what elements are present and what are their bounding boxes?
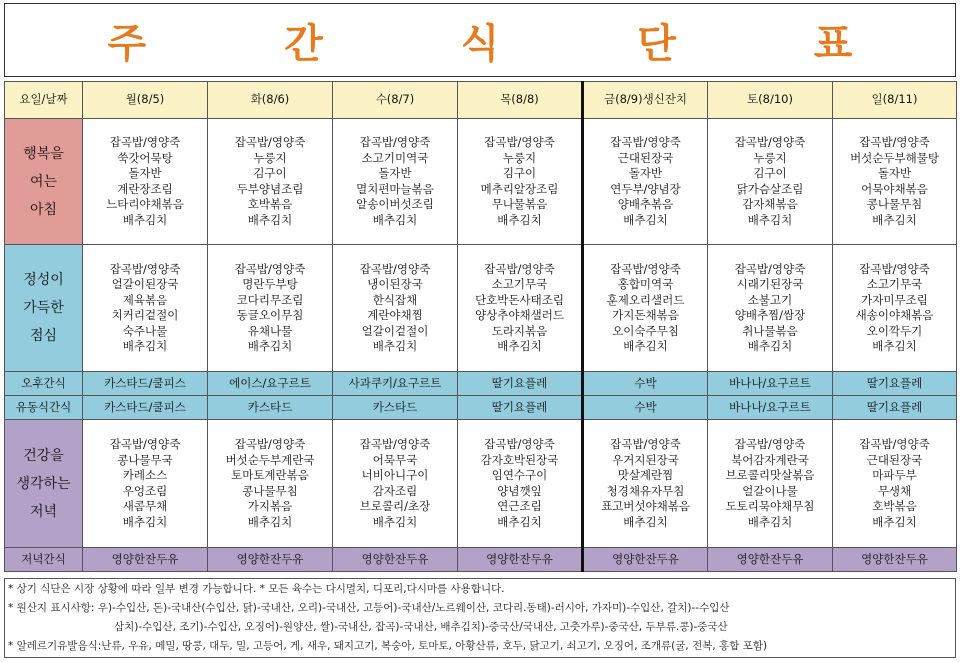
day-label: 월(8/5): [125, 92, 165, 107]
dish-item: 잡곡밥/영양죽: [859, 135, 930, 149]
dish-item: 근대된장국: [866, 452, 923, 467]
dish-item: 소고기무국: [491, 277, 548, 291]
snack-cell: [583, 396, 708, 420]
dish-item: 소불고기: [747, 292, 793, 307]
dish-item: 메추리알장조림: [480, 181, 559, 196]
meal-label-line: 행복을: [23, 145, 64, 162]
snack-item: 영양한잔두유: [361, 551, 429, 566]
dish-item: 배추김치: [247, 339, 293, 353]
snack-cell: [333, 372, 458, 396]
snack-cell: [583, 372, 708, 396]
dish-item: 배추김치: [872, 514, 917, 529]
dish-item: 배추김치: [747, 339, 793, 353]
dish-item: 카레소스: [122, 468, 168, 482]
snack-cell: [833, 396, 957, 420]
breakfast-menu-cell: [583, 119, 708, 245]
dish-item: 배추김치: [372, 212, 418, 227]
dish-item: 너비아니구이: [361, 468, 429, 482]
dish-item: 누룽지: [753, 150, 787, 165]
dish-item: 새콤무채: [122, 499, 168, 513]
day-label: 금(8/9)생신잔치: [603, 92, 688, 107]
dish-item: 누룽지: [253, 150, 287, 165]
snack-item: 바나나/요구르트: [729, 375, 811, 390]
dish-item: 근대된장국: [617, 150, 674, 165]
snack-item: 영양한잔두유: [486, 551, 553, 566]
snack-item: 카스타드/쿨피스: [104, 399, 186, 414]
afternoon_snack-label: [5, 372, 83, 396]
dish-item: 명란두부탕: [242, 277, 298, 291]
dish-item: 배추김치: [247, 514, 293, 529]
dish-item: 잡곡밥/영양죽: [859, 437, 930, 451]
day-header: [708, 82, 833, 119]
day-label: 수(8/7): [375, 92, 415, 107]
dish-item: 배추김치: [747, 212, 793, 227]
meal-label-line: 생각하는: [16, 475, 71, 492]
dish-item: 브로콜리/초장: [359, 499, 431, 513]
snack-item: 카스타드: [247, 399, 293, 414]
breakfast-menu-cell: [83, 119, 208, 245]
dish-item: 양배추볶음: [617, 197, 674, 211]
dish-item: 느타리야채볶음: [106, 197, 184, 211]
dinner-menu-cell: [208, 420, 333, 548]
dish-item: 한식잡채: [372, 292, 418, 307]
dish-item: 배추김치: [623, 339, 668, 353]
note-line: * 알레르기유발음식:난류, 우유, 메밀, 땅콩, 대두, 밀, 고등어, 게, 새우, 돼지고기, 복숭아, 토마토, 아황산류, 호두, 닭고기, 쇠고기, 오징어, 조개류(굴, 전복, 홍합 포함): [8, 640, 768, 652]
dish-item: 배추김치: [372, 339, 418, 353]
dish-item: 두부양념조림: [236, 181, 304, 196]
breakfast-row: [5, 119, 957, 245]
dish-item: 잡곡밥/영양죽: [734, 135, 806, 149]
dish-item: 잡곡밥/영양죽: [359, 437, 431, 451]
dish-item: 홍합미역국: [617, 277, 674, 291]
lunch-menu-cell: [708, 245, 833, 372]
dinner_snack-label: [5, 548, 83, 572]
dish-item: 감자채볶음: [742, 197, 798, 211]
dish-item: 얼갈이겉절이: [361, 323, 429, 338]
dish-item: 어묵야채볶음: [861, 181, 928, 196]
dish-item: 배추김치: [747, 514, 793, 529]
dinner-menu-cell: [583, 420, 708, 548]
dish-item: 알송이버섯조림: [356, 197, 434, 211]
snack-item: 수박: [634, 399, 657, 414]
dinner-menu-cell: [458, 420, 583, 548]
meal-label-line: 저녁: [29, 503, 58, 520]
snack-cell: [458, 372, 583, 396]
snack-cell: [708, 548, 833, 572]
lunch-menu-cell: [83, 245, 208, 372]
dinner-row: [5, 420, 957, 548]
dish-item: 잡곡밥/영양죽: [484, 135, 555, 149]
dish-item: 잡곡밥/영양죽: [610, 135, 681, 149]
breakfast-menu-cell: [708, 119, 833, 245]
dish-item: 배추김치: [122, 212, 168, 227]
snack-cell: [333, 396, 458, 420]
dish-item: 잡곡밥/영양죽: [234, 261, 306, 276]
dish-item: 김구이: [253, 166, 287, 180]
dish-item: 잡곡밥/영양죽: [109, 135, 181, 149]
dish-item: 잡곡밥/영양죽: [359, 135, 431, 149]
dish-item: 북어감자계란국: [731, 452, 809, 467]
dinner_snack-row: [5, 548, 957, 572]
dish-item: 양배추찜/쌈장: [734, 308, 806, 322]
snack-item: 딸기요플레: [491, 375, 548, 390]
note-line: 삼치)-수입산, 조기)-수입산, 오징어)-원양산, 쌀)-국내산, 잡곡)-국내산, 배추김치)-중국산/국내산, 고춧가루)-중국산, 두부류.콩)-중국산: [114, 621, 728, 633]
snack-cell: [83, 548, 208, 572]
dish-item: 토마토계란볶음: [231, 468, 309, 482]
breakfast-menu-cell: [333, 119, 458, 245]
snack-item: 수박: [634, 375, 657, 390]
title-box: [4, 3, 956, 77]
corner-cell: [5, 82, 83, 119]
dish-item: 잡곡밥/영양죽: [610, 437, 681, 451]
dish-item: 배추김치: [122, 514, 168, 529]
snack-item: 영양한잔두유: [111, 551, 179, 566]
breakfast-menu-cell: [208, 119, 333, 245]
dish-item: 가지돈채볶음: [612, 308, 679, 322]
dish-item: 잡곡밥/영양죽: [234, 135, 306, 149]
dish-item: 냉이된장국: [367, 277, 423, 291]
dish-item: 우거지된장국: [612, 452, 679, 467]
dish-item: 훈제오리샐러드: [606, 292, 685, 307]
snack-cell: [583, 548, 708, 572]
snack-label: 저녁간식: [21, 551, 66, 566]
dish-item: 동글오이무침: [236, 308, 304, 322]
dish-item: 배추김치: [497, 212, 542, 227]
lunch-menu-cell: [208, 245, 333, 372]
breakfast-menu-cell: [458, 119, 583, 245]
dish-item: 얼갈이된장국: [111, 277, 179, 291]
meal-label-line: 가득한: [23, 300, 64, 316]
dish-item: 가자미무조림: [861, 292, 928, 307]
dish-item: 돌자반: [628, 166, 663, 180]
dish-item: 오이깍두기: [866, 323, 923, 338]
dish-item: 무생채: [877, 483, 912, 498]
dish-item: 멸치편마늘볶음: [356, 181, 434, 196]
snack-cell: [458, 548, 583, 572]
dish-item: 제육볶음: [122, 292, 168, 307]
dish-item: 잡곡밥/영양죽: [859, 261, 930, 276]
snack-item: 딸기요플레: [491, 399, 548, 414]
dish-item: 감자호박된장국: [480, 452, 559, 467]
dinner-menu-cell: [833, 420, 957, 548]
snack-item: 에이스/요구르트: [229, 375, 311, 390]
snack-item: 카스타드: [372, 399, 418, 414]
dish-item: 청경채유자무침: [606, 483, 685, 498]
dish-item: 맛살계란찜: [617, 468, 674, 482]
dish-item: 오이숙주무침: [612, 323, 679, 338]
note-line: * 상기 식단은 시장 상황에 따라 일부 변경 가능합니다. * 모든 육수는 다시멸치, 디포리,다시마를 사용합니다.: [8, 583, 505, 595]
dish-item: 새송이야채볶음: [855, 308, 934, 322]
dish-item: 감자조림: [372, 483, 418, 498]
dish-item: 소고기미역국: [361, 150, 429, 165]
liquid_snack-row: [5, 396, 957, 420]
meal-label-line: 아침: [29, 201, 58, 218]
dish-item: 잡곡밥/영양죽: [484, 261, 555, 276]
meal-label-line: 여는: [29, 173, 58, 190]
dish-item: 계란야채찜: [367, 308, 423, 322]
snack-cell: [83, 372, 208, 396]
dish-item: 브로콜리맛살볶음: [725, 468, 815, 482]
snack-cell: [458, 396, 583, 420]
snack-item: 사과쿠키/요구르트: [348, 375, 442, 390]
dish-item: 계란장조림: [117, 181, 173, 196]
dish-item: 배추김치: [872, 212, 917, 227]
snack-cell: [333, 548, 458, 572]
dish-item: 배추김치: [623, 514, 668, 529]
day-header: [83, 82, 208, 119]
snack-item: 딸기요플레: [866, 375, 923, 390]
dinner-label: [5, 420, 83, 548]
menu-table: [4, 81, 957, 572]
dish-item: 숙주나물: [122, 323, 168, 338]
day-header: [333, 82, 458, 119]
dish-item: 김구이: [502, 166, 537, 180]
header-row: [5, 82, 957, 119]
snack-cell: [708, 372, 833, 396]
meal-label-line: 점심: [29, 328, 58, 344]
dish-item: 콩나물무침: [242, 483, 298, 498]
dish-item: 무나물볶음: [491, 197, 548, 211]
dish-item: 단호박돈사태조림: [475, 292, 564, 307]
dish-item: 배추김치: [372, 514, 418, 529]
dish-item: 도토리묵야채무침: [725, 499, 815, 513]
dish-item: 김구이: [753, 166, 787, 180]
liquid_snack-label: [5, 396, 83, 420]
dish-item: 어묵무국: [372, 452, 418, 467]
day-header: [833, 82, 957, 119]
breakfast-menu-cell: [833, 119, 957, 245]
dish-item: 유채나물: [247, 323, 293, 338]
dish-item: 코다리무조림: [236, 292, 304, 307]
note-line: * 원산지 표시사항: 우)-수입산, 돈)-국내산(수입산, 닭)-국내산, 오리)-국내산, 고등어)-국내산/노르웨이산, 코다리.동태)-러시아, 가자미)-수입산, 갈치)--수입산: [8, 602, 730, 614]
dish-item: 잡곡밥/영양죽: [734, 437, 806, 451]
lunch-menu-cell: [583, 245, 708, 372]
dish-item: 배추김치: [247, 212, 293, 227]
dish-item: 잡곡밥/영양죽: [734, 261, 806, 276]
snack-item: 카스타드/쿨피스: [104, 375, 186, 390]
day-label: 목(8/8): [500, 92, 539, 107]
dish-item: 얼갈이나물: [742, 483, 798, 498]
snack-cell: [208, 548, 333, 572]
dish-item: 콩나물무국: [117, 452, 173, 467]
dish-item: 표고버섯야채볶음: [601, 499, 690, 513]
afternoon_snack-row: [5, 372, 957, 396]
dish-item: 돌자반: [877, 166, 912, 180]
dish-item: 배추김치: [122, 339, 168, 353]
dish-item: 콩나물무침: [866, 197, 923, 211]
day-header: [583, 82, 708, 119]
snack-item: 딸기요플레: [866, 399, 923, 414]
dish-item: 마파두부: [872, 468, 917, 482]
snack-label: 오후간식: [21, 375, 66, 390]
snack-cell: [833, 372, 957, 396]
dinner-menu-cell: [708, 420, 833, 548]
dish-item: 잡곡밥/영양죽: [359, 261, 431, 276]
dish-item: 가지볶음: [247, 499, 293, 513]
dish-item: 잡곡밥/영양죽: [484, 437, 555, 451]
snack-cell: [708, 396, 833, 420]
lunch-menu-cell: [458, 245, 583, 372]
day-header: [208, 82, 333, 119]
dish-item: 임연수구이: [491, 468, 548, 482]
snack-cell: [208, 372, 333, 396]
snack-cell: [833, 548, 957, 572]
snack-cell: [83, 396, 208, 420]
page-title: 주 간 식 단 표: [107, 20, 915, 67]
dish-item: 버섯순두부해물탕: [850, 150, 939, 165]
dish-item: 돌자반: [378, 166, 412, 180]
corner-label: 요일/날짜: [19, 92, 68, 107]
dish-item: 양념깻잎: [497, 483, 542, 498]
dish-item: 닭가슴살조림: [736, 181, 804, 196]
dish-item: 돌자반: [128, 166, 162, 180]
dish-item: 배추김치: [872, 339, 917, 353]
lunch-menu-cell: [833, 245, 957, 372]
dish-item: 버섯순두부계란국: [225, 452, 315, 467]
dish-item: 잡곡밥/영양죽: [234, 437, 306, 451]
dish-item: 누룽지: [502, 150, 537, 165]
dinner-menu-cell: [333, 420, 458, 548]
snack-cell: [208, 396, 333, 420]
notes: [4, 578, 956, 658]
dish-item: 시래기된장국: [736, 277, 804, 291]
dish-item: 도라지볶음: [491, 323, 548, 338]
day-label: 토(8/10): [747, 92, 793, 107]
dish-item: 잡곡밥/영양죽: [109, 437, 181, 451]
dish-item: 배추김치: [623, 212, 668, 227]
dish-item: 잡곡밥/영양죽: [109, 261, 181, 276]
meal-label-line: 정성이: [23, 272, 64, 288]
dish-item: 연두부/양념장: [610, 181, 681, 196]
dish-item: 연근조림: [497, 499, 542, 513]
dinner-menu-cell: [83, 420, 208, 548]
dish-item: 치커리겉절이: [111, 308, 179, 322]
snack-item: 영양한잔두유: [861, 551, 928, 566]
day-label: 일(8/11): [871, 92, 918, 107]
dish-item: 호박볶음: [247, 197, 293, 211]
meal-label-line: 건강을: [23, 447, 64, 464]
snack-item: 영양한잔두유: [736, 551, 804, 566]
dish-item: 배추김치: [497, 339, 542, 353]
breakfast-label: [5, 119, 83, 245]
dish-item: 취나물볶음: [742, 323, 798, 338]
day-header: [458, 82, 583, 119]
snack-item: 영양한잔두유: [612, 551, 679, 566]
dish-item: 잡곡밥/영양죽: [610, 261, 681, 276]
day-label: 화(8/6): [250, 92, 290, 107]
dish-item: 쑥갓어묵탕: [117, 150, 173, 165]
snack-item: 바나나/요구르트: [729, 399, 811, 414]
lunch-row: [5, 245, 957, 372]
dish-item: 소고기무국: [866, 277, 923, 291]
dish-item: 호박볶음: [872, 499, 917, 513]
snack-item: 영양한잔두유: [236, 551, 304, 566]
dish-item: 배추김치: [497, 514, 542, 529]
lunch-menu-cell: [333, 245, 458, 372]
dish-item: 양상추야채샐러드: [475, 308, 564, 322]
snack-label: 유동식간식: [15, 399, 72, 414]
lunch-label: [5, 245, 83, 372]
dish-item: 우엉조림: [122, 483, 168, 498]
